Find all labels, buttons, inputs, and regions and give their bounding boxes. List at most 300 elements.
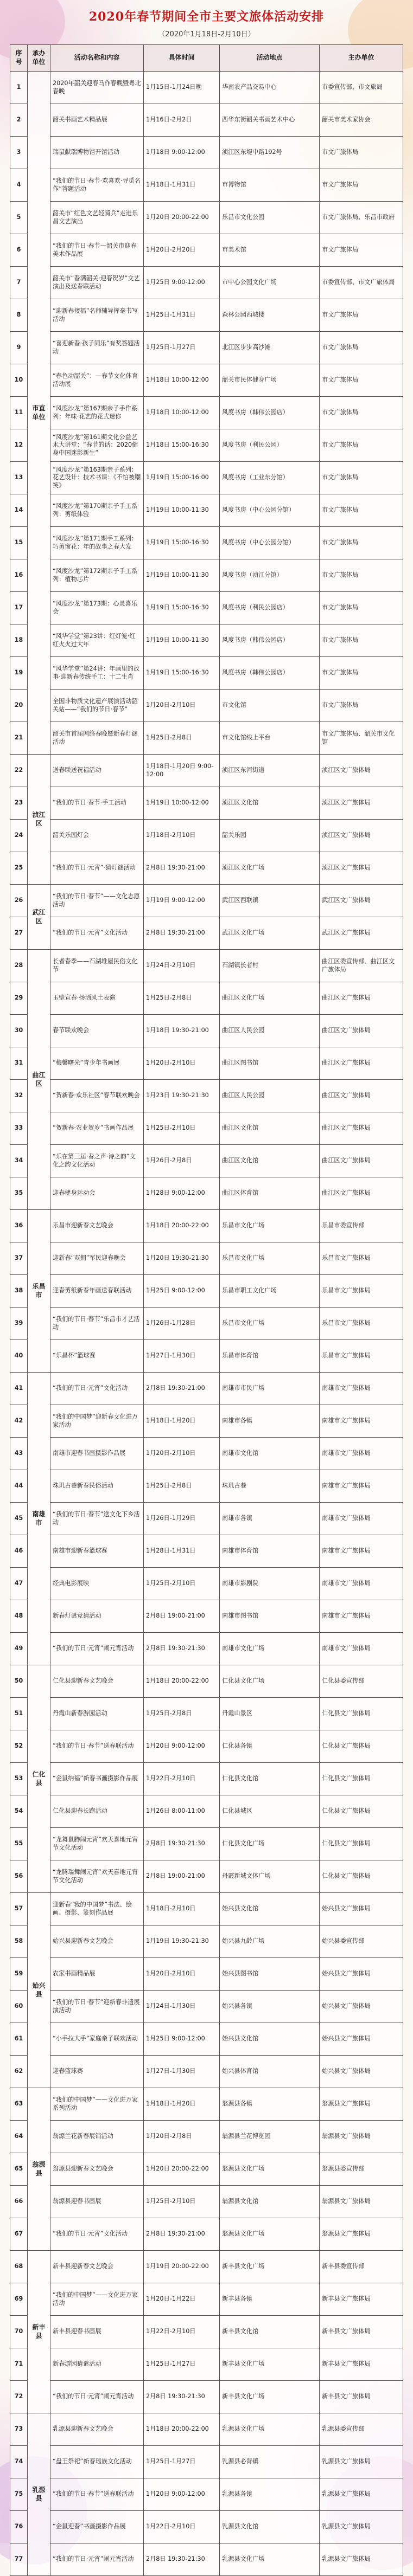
cell-host: 南雄市文广旅体局 (320, 1600, 403, 1633)
cell-index: 58 (10, 1925, 28, 1958)
cell-index: 2 (10, 104, 28, 137)
cell-index: 35 (10, 1177, 28, 1210)
cell-organizer: 始兴县 (28, 1893, 50, 2088)
table-row (10, 722, 403, 755)
cell-time: 1月25日-1月27日 (144, 332, 220, 364)
cell-index: 72 (10, 2381, 28, 2413)
cell-time: 2月8日 19:30-21:30 (144, 2381, 220, 2413)
cell-index: 61 (10, 2023, 28, 2056)
cell-activity: 新丰县迎春书画展 (50, 2316, 144, 2348)
cell-location: 风度书房（韩伟公园店） (220, 657, 320, 690)
cell-activity: “我们的节日·春节”送文化下乡活动 (50, 1503, 144, 1535)
table-row (10, 2088, 403, 2121)
cell-time: 1月18日-1月20日 9:00-12:00 (144, 755, 220, 787)
table-row (10, 624, 403, 657)
cell-index: 32 (10, 1080, 28, 1112)
cell-time: 1月18日-1月20日 (144, 2088, 220, 2121)
cell-location: 乳源县文化广场 (220, 2543, 320, 2576)
table-row (10, 72, 403, 104)
table-row (10, 2348, 403, 2381)
table-row (10, 917, 403, 950)
cell-host: 曲江区文广旅体局 (320, 1112, 403, 1145)
cell-activity: “我们的节日·春节”——文化志愿活动 (50, 885, 144, 917)
table-row (10, 1080, 403, 1112)
cell-index: 38 (10, 1275, 28, 1308)
cell-location: 翁源县兰花博览园 (220, 2121, 320, 2153)
cell-host: 南雄市文广旅体局 (320, 1535, 403, 1568)
cell-time: 1月26日-1月28日 (144, 1308, 220, 1340)
cell-time: 1月22日-2月10日 (144, 1763, 220, 1795)
cell-activity: “风华学堂”第24讲：年画里的故事·迎新春传统手工：十二生肖 (50, 657, 144, 690)
cell-location: 乳源县必背镇 (220, 2446, 320, 2478)
cell-activity: 韶关市首届网络春晚暨新春灯谜活动 (50, 722, 144, 755)
cell-index: 10 (10, 364, 28, 397)
cell-activity: 新丰县迎新春文艺晚会 (50, 2251, 144, 2283)
cell-host: 仁化县文广旅体局 (320, 1763, 403, 1795)
table-row (10, 267, 403, 299)
cell-time: 1月18日 19:30-21:00 (144, 1015, 220, 1047)
cell-index: 21 (10, 722, 28, 755)
cell-index: 76 (10, 2511, 28, 2543)
cell-host: 翁源县文广旅体局 (320, 2186, 403, 2218)
cell-location: 曲江区文化广场 (220, 982, 320, 1015)
header-activity: 活动名称和内容 (50, 45, 144, 72)
cell-activity: “我们的中国梦”——文化进万家系列活动 (50, 2088, 144, 2121)
cell-activity: 韶关乐园灯会 (50, 820, 144, 852)
cell-activity: “龙舞鼠腾闹元宵”欢天喜地元宵节文化活动 (50, 1828, 144, 1860)
cell-index: 26 (10, 885, 28, 917)
cell-time: 1月25日-2月8日 (144, 1470, 220, 1503)
cell-time: 1月24日-2月10日 (144, 950, 220, 982)
table-row (10, 429, 403, 462)
cell-index: 65 (10, 2153, 28, 2186)
cell-location: 丹霞山景区 (220, 1698, 320, 1730)
cell-organizer: 市直单位 (28, 72, 50, 755)
table-row (10, 1925, 403, 1958)
cell-activity: 迎春剪纸新春年画送春联活动 (50, 1275, 144, 1308)
cell-activity: 玉壁宣春·扬洒风土表演 (50, 982, 144, 1015)
cell-location: 仁化县文化广场 (220, 1828, 320, 1860)
cell-host: 乐昌市文广旅体局 (320, 1340, 403, 1373)
cell-host: 仁化县文广旅体局 (320, 1795, 403, 1828)
table-row (10, 1860, 403, 1893)
cell-time: 1月18日 10:00-12:00 (144, 364, 220, 397)
table-row (10, 1242, 403, 1275)
cell-host: 乳源县委宣传部 (320, 2413, 403, 2446)
table-row (10, 690, 403, 722)
cell-activity: “乐在第三届·春之声·诗之韵”文化之韵文化活动 (50, 1145, 144, 1177)
cell-activity: “风度沙龙”第161期文化公益艺术大讲堂：“春节的话：2020健身中国迷影新生” (50, 429, 144, 462)
cell-index: 71 (10, 2348, 28, 2381)
cell-time: 1月20日-2月10日 (144, 1438, 220, 1470)
cell-activity: 长者春季——石湖堆屋民俗文化节 (50, 950, 144, 982)
cell-index: 51 (10, 1698, 28, 1730)
cell-location: 乐昌市文化公园 (220, 202, 320, 234)
cell-time: 1月20日-2月10日 (144, 1047, 220, 1080)
cell-index: 55 (10, 1828, 28, 1860)
cell-time: 1月18日-2月10日 (144, 820, 220, 852)
cell-time: 1月25日-2月8日 (144, 1698, 220, 1730)
cell-index: 48 (10, 1600, 28, 1633)
cell-host: 市文广旅体局 (320, 429, 403, 462)
cell-organizer: 新丰县 (28, 2251, 50, 2413)
table-row (10, 1795, 403, 1828)
cell-time: 1月20日-2月10日 (144, 690, 220, 722)
table-row (10, 1275, 403, 1308)
cell-time: 1月22日-2月10日 (144, 2316, 220, 2348)
cell-activity: 2020年韶关迎春马作春晚暨粤北春晚 (50, 72, 144, 104)
cell-location: 乐昌市文化广场 (220, 1242, 320, 1275)
header-location: 活动地点 (220, 45, 320, 72)
table-row (10, 1893, 403, 1925)
cell-activity: 乐昌市迎新春文艺晚会 (50, 1210, 144, 1242)
cell-activity: “春色动韶关”：—春节文化体育活动展 (50, 364, 144, 397)
cell-activity: “我们的中国梦”——文化进万家活动 (50, 2283, 144, 2316)
cell-time: 1月25日-2月10日 (144, 2186, 220, 2218)
cell-time: 1月18日 20:00-22:00 (144, 1210, 220, 1242)
cell-index: 13 (10, 462, 28, 494)
cell-time: 1月18日-1月20日 (144, 1405, 220, 1438)
cell-location: 石湖镇长者村 (220, 950, 320, 982)
cell-activity: “我们的节日·元宵”文化活动 (50, 917, 144, 950)
cell-host: 始兴县文广旅体局 (320, 2056, 403, 2088)
cell-time: 1月20日-2月10日 (144, 1958, 220, 1991)
cell-index: 73 (10, 2413, 28, 2446)
header-organizer: 承办单位 (28, 45, 50, 72)
cell-time: 1月25日 9:00-12:00 (144, 2023, 220, 2056)
cell-time: 1月25日-2月10日 (144, 1112, 220, 1145)
table-row (10, 494, 403, 527)
cell-host: 翁源县委宣传部 (320, 2153, 403, 2186)
cell-location: 南雄市各镇 (220, 1405, 320, 1438)
table-row (10, 462, 403, 494)
cell-organizer: 仁化县 (28, 1665, 50, 1893)
cell-time: 1月24日-1月30日 (144, 1991, 220, 2023)
cell-index: 19 (10, 657, 28, 690)
table-row (10, 1763, 403, 1795)
cell-location: 南雄市市民广场 (220, 1373, 320, 1405)
cell-host: 始兴县委宣传部 (320, 1925, 403, 1958)
cell-index: 50 (10, 1665, 28, 1698)
cell-activity: “风度沙龙”第171期手工系列：巧剪窗花：年的故事之春大发 (50, 527, 144, 559)
cell-activity: 仁化县迎春长跑活动 (50, 1795, 144, 1828)
cell-activity: “我们的节日·元宵”·猜灯谜活动 (50, 852, 144, 885)
table-row (10, 1568, 403, 1600)
cell-index: 67 (10, 2218, 28, 2251)
cell-time: 2月8日 19:30-21:00 (144, 1373, 220, 1405)
cell-activity: “我们的节日·春节”乐昌市才艺活动 (50, 1308, 144, 1340)
cell-activity: “梅馨曙光”青少年书画展 (50, 1047, 144, 1080)
cell-index: 39 (10, 1308, 28, 1340)
cell-location: 南雄市影剧院 (220, 1568, 320, 1600)
cell-location: 风度书房（利民公园店） (220, 592, 320, 624)
cell-host: 浈江区文广旅体局 (320, 852, 403, 885)
cell-location: 翁源县文化广场 (220, 2153, 320, 2186)
cell-time: 2月8日 19:30-21:30 (144, 2543, 220, 2576)
cell-location: 新丰县文化广场 (220, 2381, 320, 2413)
cell-host: 乳源县文广旅体局 (320, 2478, 403, 2511)
table-row (10, 2381, 403, 2413)
cell-organizer: 乐昌市 (28, 1210, 50, 1373)
table-row (10, 820, 403, 852)
cell-location: 曲江区文化馆 (220, 1112, 320, 1145)
cell-time: 2月8日 19:30-21:00 (144, 2218, 220, 2251)
cell-location: 乳源县文化广场 (220, 2413, 320, 2446)
cell-index: 53 (10, 1763, 28, 1795)
cell-time: 1月19日 9:00-12:00 (144, 885, 220, 917)
cell-activity: 农家书画精品展 (50, 1958, 144, 1991)
cell-index: 5 (10, 202, 28, 234)
cell-location: 武江区西联镇 (220, 885, 320, 917)
cell-activity: 翁源县迎新春文艺晚会 (50, 2153, 144, 2186)
cell-index: 68 (10, 2251, 28, 2283)
cell-host: 市文广旅体局 (320, 592, 403, 624)
cell-index: 47 (10, 1568, 28, 1600)
cell-index: 14 (10, 494, 28, 527)
cell-host: 乐昌市文广旅体局 (320, 1275, 403, 1308)
table-row (10, 104, 403, 137)
table-row (10, 787, 403, 820)
table-row (10, 299, 403, 332)
table-row (10, 2121, 403, 2153)
cell-time: 1月25日-2月8日 (144, 982, 220, 1015)
cell-index: 7 (10, 267, 28, 299)
cell-index: 17 (10, 592, 28, 624)
cell-host: 曲江区文广旅体局 (320, 1177, 403, 1210)
cell-location: 新丰县文化馆 (220, 2316, 320, 2348)
header-time: 具体时间 (144, 45, 220, 72)
cell-host: 仁化县委宣传部 (320, 1665, 403, 1698)
cell-index: 31 (10, 1047, 28, 1080)
cell-index: 77 (10, 2543, 28, 2576)
table-row (10, 1535, 403, 1568)
cell-location: 风度书房（中心公园分馆） (220, 527, 320, 559)
cell-location: 浈江区文化广场 (220, 852, 320, 885)
cell-time: 1月25日-1月27日 (144, 2348, 220, 2381)
cell-index: 52 (10, 1730, 28, 1763)
cell-activity: 南雄市迎新春篮球赛 (50, 1535, 144, 1568)
table-row (10, 755, 403, 787)
cell-activity: “龙腾瑞舞闹元宵”欢天喜地元宵节文化活动 (50, 1860, 144, 1893)
cell-host: 曲江区文广旅体局 (320, 982, 403, 1015)
cell-host: 翁源县文广旅体局 (320, 2088, 403, 2121)
cell-index: 3 (10, 137, 28, 169)
cell-location: 乐昌市体育馆 (220, 1340, 320, 1373)
cell-time: 1月19日 20:00-22:00 (144, 2251, 220, 2283)
table-row (10, 852, 403, 885)
cell-activity: 丹霞山新春游园活动 (50, 1698, 144, 1730)
table-row (10, 950, 403, 982)
cell-host: 武江区文广旅体局 (320, 917, 403, 950)
cell-time: 1月18日 10:00-12:00 (144, 397, 220, 429)
cell-time: 1月26日 8:00-11:00 (144, 1795, 220, 1828)
cell-location: 曲江区人民公园 (220, 1080, 320, 1112)
cell-index: 30 (10, 1015, 28, 1047)
table-row (10, 1177, 403, 1210)
cell-host: 曲江区文广旅体局 (320, 1015, 403, 1047)
cell-location: 乐昌市文化广场 (220, 1308, 320, 1340)
cell-location: 新丰县文化广场 (220, 2251, 320, 2283)
cell-activity: “我们的节日·春节—韶关市迎春美术作品展 (50, 234, 144, 267)
activity-schedule-table (10, 44, 403, 2576)
cell-activity: 新春游园猜谜活动 (50, 2348, 144, 2381)
cell-activity: 迎春篮球赛 (50, 2056, 144, 2088)
cell-host: 始兴县文广旅体局 (320, 1958, 403, 1991)
cell-activity: “我们的节日·春节”送春联活动 (50, 2478, 144, 2511)
cell-activity: 韶关市“春满韶关·迎春贺岁”文艺演出及送春联活动 (50, 267, 144, 299)
table-row (10, 1047, 403, 1080)
cell-host: 市文广旅体局 (320, 690, 403, 722)
cell-location: 风度书房（工业东分馆） (220, 462, 320, 494)
cell-host: 南雄市文广旅体局 (320, 1373, 403, 1405)
cell-location: 乐昌市职工文化广场 (220, 1275, 320, 1308)
cell-time: 1月18日 20:00-22:00 (144, 2413, 220, 2446)
cell-host: 新丰县文广旅体局 (320, 2316, 403, 2348)
cell-index: 70 (10, 2316, 28, 2348)
table-row (10, 1340, 403, 1373)
cell-host: 乐昌市文广旅体局 (320, 1308, 403, 1340)
cell-host: 新丰县文广旅体局 (320, 2381, 403, 2413)
cell-host: 仁化县文广旅体局 (320, 1860, 403, 1893)
cell-activity: 南雄市迎春书画摄影作品展 (50, 1438, 144, 1470)
cell-index: 37 (10, 1242, 28, 1275)
cell-time: 1月20日-2月8日 (144, 2121, 220, 2153)
cell-activity: 瑞鼠献瑞博物馆开馆活动 (50, 137, 144, 169)
cell-time: 1月19日 15:00-16:30 (144, 657, 220, 690)
cell-time: 1月20日-1月22日 (144, 2283, 220, 2316)
cell-index: 29 (10, 982, 28, 1015)
table-row (10, 1405, 403, 1438)
table-row (10, 1730, 403, 1763)
cell-host: 南雄市文广旅体局 (320, 1503, 403, 1535)
cell-index: 62 (10, 2056, 28, 2088)
cell-host: 始兴县文广旅体局 (320, 1991, 403, 2023)
cell-index: 41 (10, 1373, 28, 1405)
cell-location: 市美术馆 (220, 234, 320, 267)
cell-index: 11 (10, 397, 28, 429)
cell-time: 1月26日-2月8日 (144, 1145, 220, 1177)
cell-activity: “金鼠迎春”书画摄影作品展 (50, 2511, 144, 2543)
cell-host: 乐昌市文广旅体局 (320, 1242, 403, 1275)
cell-time: 1月25日 9:00-12:00 (144, 267, 220, 299)
cell-location: 南雄市图书馆 (220, 1600, 320, 1633)
cell-location: 新丰县文化广场 (220, 2348, 320, 2381)
table-row (10, 1470, 403, 1503)
cell-time: 1月25日-2月10日 (144, 1568, 220, 1600)
cell-organizer: 武江区 (28, 885, 50, 950)
cell-host: 市文广旅体局 (320, 169, 403, 202)
cell-location: 始兴县各镇 (220, 1991, 320, 2023)
table-row (10, 1145, 403, 1177)
table-row (10, 2023, 403, 2056)
table-row (10, 2218, 403, 2251)
cell-host: 南雄市文广旅体局 (320, 1405, 403, 1438)
cell-host: 南雄市文广旅体局 (320, 1633, 403, 1665)
table-row (10, 169, 403, 202)
cell-host: 仁化县文广旅体局 (320, 1828, 403, 1860)
cell-location: 浈江区东堤中路192号 (220, 137, 320, 169)
cell-location: 始兴县图书馆 (220, 1958, 320, 1991)
cell-host: 新丰县文广旅体局 (320, 2348, 403, 2381)
date-range-subtitle: （2020年1月18日-2月10日） (158, 30, 255, 38)
cell-location: 风度书房（韩伟公园店） (220, 624, 320, 657)
table-row (10, 2251, 403, 2283)
cell-location: 始兴县文化馆 (220, 2023, 320, 2056)
cell-index: 6 (10, 234, 28, 267)
cell-index: 74 (10, 2446, 28, 2478)
cell-location: 曲江区图书馆 (220, 1047, 320, 1080)
cell-location: 曲江区人民公园 (220, 1015, 320, 1047)
cell-location: 浈江区东河街道 (220, 755, 320, 787)
cell-index: 33 (10, 1112, 28, 1145)
cell-time: 1月20日 20:00-22:00 (144, 2153, 220, 2186)
cell-time: 1月15日-1月24日晚 (144, 72, 220, 104)
cell-location: 始兴县文化馆 (220, 1893, 320, 1925)
cell-location: 浈江区文化馆 (220, 787, 320, 820)
cell-host: 武江区文广旅体局 (320, 885, 403, 917)
table-row (10, 1958, 403, 1991)
cell-host: 乳源县文广旅体局 (320, 2446, 403, 2478)
cell-location: 南雄市各镇 (220, 1503, 320, 1535)
cell-location: 翁源县文化馆 (220, 2186, 320, 2218)
table-body (10, 72, 403, 2576)
cell-location: 风度书房（利民公园） (220, 429, 320, 462)
table-row (10, 2283, 403, 2316)
cell-time: 1月20日 20:00-22:00 (144, 202, 220, 234)
cell-index: 36 (10, 1210, 28, 1242)
table-row (10, 1828, 403, 1860)
table-row (10, 2446, 403, 2478)
cell-index: 27 (10, 917, 28, 950)
cell-activity: “我们的节日·春节”迎新春非遗展演活动 (50, 1991, 144, 2023)
cell-index: 40 (10, 1340, 28, 1373)
cell-location: 丹霞新城文体广场 (220, 1860, 320, 1893)
cell-host: 市委宣传部、市文广旅体局 (320, 267, 403, 299)
cell-index: 57 (10, 1893, 28, 1925)
cell-organizer: 翁源县 (28, 2088, 50, 2251)
cell-host: 新丰县委宣传部 (320, 2251, 403, 2283)
cell-activity: “我们的节日·元宵”文化活动 (50, 2218, 144, 2251)
cell-location: 曲江区体育馆 (220, 1177, 320, 1210)
cell-location: 北江区步步高沙滩 (220, 332, 320, 364)
cell-host: 新丰县文广旅体局 (320, 2283, 403, 2316)
table-row (10, 982, 403, 1015)
cell-location: 韶关乐园 (220, 820, 320, 852)
cell-time: 1月19日 10:00-11:30 (144, 494, 220, 527)
cell-location: 始兴县体育馆 (220, 2056, 320, 2088)
cell-activity: “盘王祭祀”新春瑶族文化活动 (50, 2446, 144, 2478)
cell-time: 1月25日-2月8日 (144, 722, 220, 755)
cell-location: 武江区文化广场 (220, 917, 320, 950)
cell-index: 59 (10, 1958, 28, 1991)
cell-host: 始兴县文广旅体局 (320, 1893, 403, 1925)
table-row (10, 2186, 403, 2218)
table-row (10, 1600, 403, 1633)
cell-activity: 珠玑古巷新春民俗活动 (50, 1470, 144, 1503)
cell-time: 1月28日-1月31日 (144, 1535, 220, 1568)
cell-host: 市文广旅体局 (320, 462, 403, 494)
cell-location: 市中心公园文化广场 (220, 267, 320, 299)
table-row (10, 2511, 403, 2543)
cell-location: 风度书房（浈江分馆） (220, 559, 320, 592)
table-row (10, 234, 403, 267)
cell-activity: “我们的节日·元宵”闹元宵活动 (50, 1633, 144, 1665)
cell-location: 市文化馆线上平台 (220, 722, 320, 755)
cell-activity: 韶关市“红色文艺轻骑兵”走进乐昌文艺演出 (50, 202, 144, 234)
cell-time: 1月28日 9:00-12:00 (144, 1177, 220, 1210)
cell-organizer: 浈江区 (28, 755, 50, 885)
table-row (10, 592, 403, 624)
